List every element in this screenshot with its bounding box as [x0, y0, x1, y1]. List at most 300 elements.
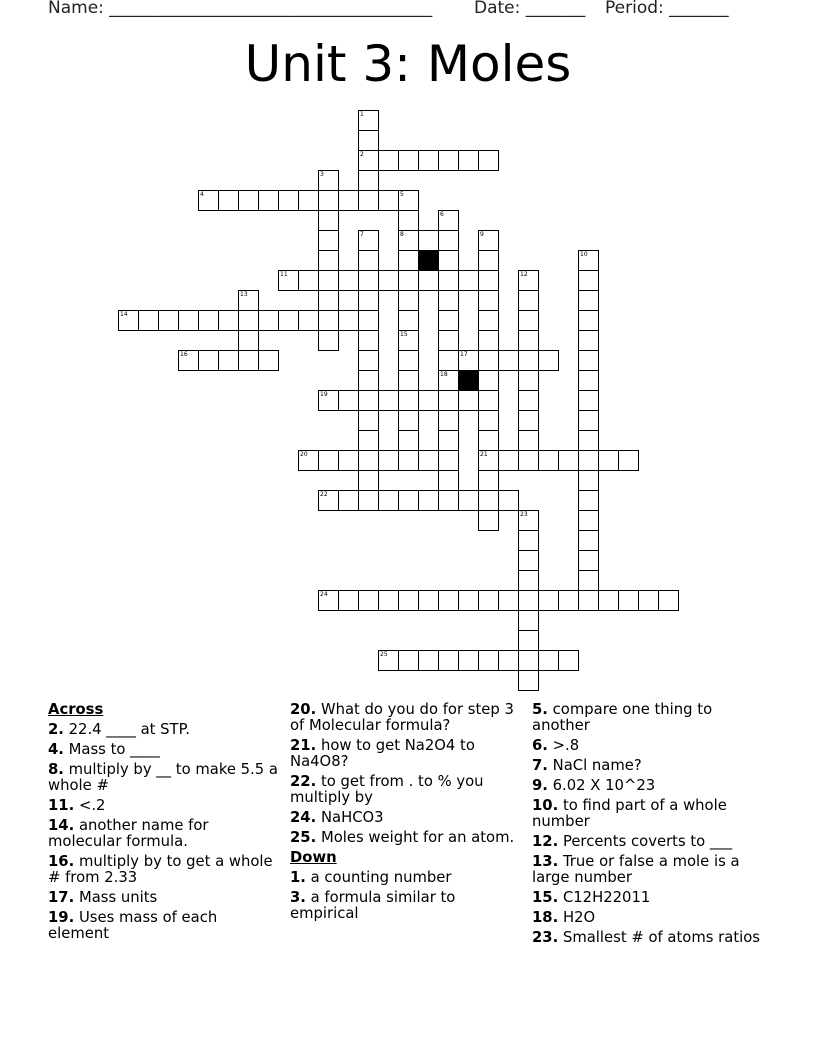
crossword-cell[interactable]: [398, 450, 419, 471]
clue-text: compare one thing to another: [532, 701, 713, 734]
clue-text: Uses mass of each element: [48, 909, 218, 942]
crossword-cell[interactable]: [438, 250, 459, 271]
crossword-cell[interactable]: [518, 570, 539, 591]
cell-number: 3: [320, 171, 324, 178]
clue-text: Moles weight for an atom.: [320, 829, 515, 846]
crossword-cell[interactable]: [518, 350, 539, 371]
cell-number: 20: [300, 451, 308, 458]
clue-item: [532, 738, 772, 754]
clue-item: [532, 702, 772, 734]
crossword-cell[interactable]: [518, 610, 539, 631]
crossword-cell[interactable]: [578, 250, 599, 271]
crossword-cell[interactable]: [398, 390, 419, 411]
crossword-cell[interactable]: [358, 470, 379, 491]
cell-number: 4: [200, 191, 204, 198]
crossword-cell[interactable]: [398, 330, 419, 351]
clue-text: another name for molecular formula.: [48, 817, 209, 850]
clue-item: [48, 818, 280, 850]
crossword-cell[interactable]: [258, 190, 279, 211]
crossword-cell[interactable]: [518, 330, 539, 351]
cell-number: 16: [180, 351, 188, 358]
crossword-cell[interactable]: [418, 150, 439, 171]
crossword-cell[interactable]: [358, 190, 379, 211]
crossword-cell[interactable]: [518, 450, 539, 471]
crossword-cell[interactable]: [338, 450, 359, 471]
crossword-cell[interactable]: [398, 430, 419, 451]
crossword-cell[interactable]: [358, 310, 379, 331]
cell-number: 25: [380, 651, 388, 658]
crossword-cell[interactable]: [518, 390, 539, 411]
clue-number: 7.: [532, 757, 548, 774]
crossword-cell[interactable]: [318, 390, 339, 411]
crossword-cell[interactable]: [418, 230, 439, 251]
crossword-cell[interactable]: [398, 190, 419, 211]
crossword-cell[interactable]: [338, 270, 359, 291]
crossword-cell[interactable]: [238, 290, 259, 311]
cell-number: 13: [240, 291, 248, 298]
crossword-cell[interactable]: [578, 550, 599, 571]
crossword-cell[interactable]: [438, 590, 459, 611]
crossword-cell[interactable]: [298, 270, 319, 291]
cell-number: 7: [360, 231, 364, 238]
cell-number: 10: [580, 251, 588, 258]
crossword-cell[interactable]: [578, 530, 599, 551]
crossword-cell[interactable]: [478, 330, 499, 351]
cell-number: 15: [400, 331, 408, 338]
cell-number: 6: [440, 211, 444, 218]
clue-item: [532, 798, 772, 830]
crossword-cell[interactable]: [198, 190, 219, 211]
crossword-cell[interactable]: [318, 190, 339, 211]
crossword-cell[interactable]: [458, 270, 479, 291]
crossword-cell[interactable]: [438, 350, 459, 371]
clue-item: [290, 890, 526, 922]
crossword-cell[interactable]: [598, 590, 619, 611]
clue-number: 23.: [532, 929, 559, 946]
clue-text: multiply by to get a whole # from 2.33: [48, 853, 273, 886]
crossword-cell[interactable]: [138, 310, 159, 331]
crossword-cell[interactable]: [438, 210, 459, 231]
crossword-cell[interactable]: [518, 370, 539, 391]
crossword-cell[interactable]: [498, 590, 519, 611]
name-field: Name: ______________________________________: [48, 0, 433, 18]
crossword-cell[interactable]: [258, 350, 279, 371]
crossword-cell[interactable]: [438, 490, 459, 511]
crossword-cell[interactable]: [358, 490, 379, 511]
crossword-cell[interactable]: [318, 170, 339, 191]
clue-item: [48, 722, 280, 738]
crossword-cell[interactable]: [578, 410, 599, 431]
crossword-cell[interactable]: [278, 310, 299, 331]
crossword-cell[interactable]: [518, 630, 539, 651]
crossword-cell[interactable]: [518, 510, 539, 531]
crossword-cell[interactable]: [438, 430, 459, 451]
crossword-cell[interactable]: [398, 270, 419, 291]
crossword-cell[interactable]: [318, 330, 339, 351]
clue-item: [532, 758, 772, 774]
crossword-cell[interactable]: [398, 150, 419, 171]
clue-text: to find part of a whole number: [532, 797, 727, 830]
clue-number: 15.: [532, 889, 559, 906]
crossword-cell[interactable]: [518, 270, 539, 291]
crossword-cell[interactable]: [218, 350, 239, 371]
crossword-cell[interactable]: [478, 250, 499, 271]
crossword-cell[interactable]: [518, 650, 539, 671]
crossword-cell[interactable]: [478, 370, 499, 391]
crossword-cell[interactable]: [478, 450, 499, 471]
crossword-cell[interactable]: [358, 110, 379, 131]
crossword-cell[interactable]: [538, 350, 559, 371]
clue-text: NaCl name?: [552, 757, 642, 774]
crossword-cell[interactable]: [398, 590, 419, 611]
crossword-cell[interactable]: [618, 450, 639, 471]
page-title: Unit 3: Moles: [244, 35, 572, 93]
crossword-cell[interactable]: [318, 590, 339, 611]
crossword-cell[interactable]: [498, 350, 519, 371]
clue-number: 10.: [532, 797, 559, 814]
crossword-cell[interactable]: [438, 390, 459, 411]
cell-number: 17: [460, 351, 468, 358]
crossword-cell[interactable]: [438, 230, 459, 251]
crossword-cell[interactable]: [438, 150, 459, 171]
crossword-cell[interactable]: [478, 290, 499, 311]
clue-item: [48, 742, 280, 758]
crossword-cell[interactable]: [658, 590, 679, 611]
crossword-cell[interactable]: [378, 590, 399, 611]
down-heading: Down: [290, 849, 337, 866]
crossword-cell[interactable]: [478, 430, 499, 451]
crossword-cell[interactable]: [398, 650, 419, 671]
crossword-cell[interactable]: [358, 370, 379, 391]
clue-text: a counting number: [310, 869, 452, 886]
crossword-cell[interactable]: [318, 290, 339, 311]
crossword-cell[interactable]: [438, 410, 459, 431]
crossword-cell[interactable]: [298, 190, 319, 211]
crossword-cell[interactable]: [538, 450, 559, 471]
crossword-cell[interactable]: [398, 290, 419, 311]
clue-text: <.2: [78, 797, 106, 814]
crossword-cell[interactable]: [358, 230, 379, 251]
clue-item: [290, 870, 526, 886]
crossword-cell[interactable]: [338, 590, 359, 611]
crossword-cell[interactable]: [358, 130, 379, 151]
crossword-cell[interactable]: [438, 370, 459, 391]
clue-item: [290, 738, 526, 770]
crossword-cell[interactable]: [358, 330, 379, 351]
crossword-cell[interactable]: [458, 150, 479, 171]
clue-text: >.8: [552, 737, 580, 754]
crossword-cell[interactable]: [598, 450, 619, 471]
crossword-cell[interactable]: [198, 310, 219, 331]
clue-number: 17.: [48, 889, 75, 906]
crossword-cell[interactable]: [318, 250, 339, 271]
crossword-cell[interactable]: [318, 310, 339, 331]
crossword-cell[interactable]: [498, 650, 519, 671]
crossword-cell[interactable]: [578, 350, 599, 371]
crossword-cell[interactable]: [478, 590, 499, 611]
clue-number: 14.: [48, 817, 75, 834]
clue-item: [532, 854, 772, 886]
clue-number: 3.: [290, 889, 306, 906]
crossword-cell[interactable]: [578, 430, 599, 451]
crossword-cell[interactable]: [478, 310, 499, 331]
clue-item: [48, 798, 280, 814]
clue-text: 22.4 ____ at STP.: [68, 721, 190, 738]
crossword-cell[interactable]: [398, 230, 419, 251]
crossword-cell[interactable]: [358, 250, 379, 271]
crossword-cell[interactable]: [478, 410, 499, 431]
crossword-cell[interactable]: [478, 390, 499, 411]
cell-number: 24: [320, 591, 328, 598]
crossword-cell[interactable]: [478, 350, 499, 371]
crossword-cell[interactable]: [478, 470, 499, 491]
crossword-cell[interactable]: [578, 310, 599, 331]
crossword-cell[interactable]: [358, 150, 379, 171]
crossword-cell[interactable]: [438, 650, 459, 671]
crossword-cell[interactable]: [318, 210, 339, 231]
crossword-cell[interactable]: [438, 310, 459, 331]
crossword-cell[interactable]: [458, 350, 479, 371]
period-field: Period: _______: [605, 0, 729, 18]
crossword-cell[interactable]: [398, 350, 419, 371]
crossword-cell[interactable]: [438, 450, 459, 471]
crossword-cell[interactable]: [458, 650, 479, 671]
across-heading: Across: [48, 701, 104, 718]
crossword-cell[interactable]: [218, 190, 239, 211]
crossword-cell[interactable]: [478, 270, 499, 291]
cell-number: 23: [520, 511, 528, 518]
crossword-cell[interactable]: [418, 390, 439, 411]
crossword-cell[interactable]: [158, 310, 179, 331]
crossword-cell[interactable]: [278, 190, 299, 211]
cell-number: 11: [280, 271, 288, 278]
crossword-cell[interactable]: [398, 490, 419, 511]
crossword-cell[interactable]: [458, 390, 479, 411]
crossword-cell[interactable]: [438, 470, 459, 491]
crossword-cell[interactable]: [378, 450, 399, 471]
date-field: Date: _______: [474, 0, 586, 18]
black-cell: [418, 250, 439, 271]
crossword-cell[interactable]: [318, 230, 339, 251]
crossword-cell[interactable]: [358, 390, 379, 411]
crossword-cell[interactable]: [518, 310, 539, 331]
crossword-cell[interactable]: [318, 450, 339, 471]
crossword-cell[interactable]: [378, 650, 399, 671]
clue-item: [290, 774, 526, 806]
crossword-cell[interactable]: [478, 490, 499, 511]
clue-item: [532, 890, 772, 906]
crossword-cell[interactable]: [378, 190, 399, 211]
crossword-cell[interactable]: [378, 150, 399, 171]
cell-number: 9: [480, 231, 484, 238]
crossword-cell[interactable]: [238, 190, 259, 211]
crossword-cell[interactable]: [578, 450, 599, 471]
crossword-cell[interactable]: [338, 310, 359, 331]
crossword-cell[interactable]: [378, 270, 399, 291]
clue-number: 13.: [532, 853, 559, 870]
crossword-cell[interactable]: [578, 570, 599, 591]
clue-number: 9.: [532, 777, 548, 794]
clues-column-2: [290, 702, 526, 926]
clue-number: 12.: [532, 833, 559, 850]
clue-text: multiply by __ to make 5.5 a whole #: [48, 761, 278, 794]
cell-number: 2: [360, 151, 364, 158]
crossword-cell[interactable]: [498, 490, 519, 511]
crossword-cell[interactable]: [518, 290, 539, 311]
crossword-cell[interactable]: [458, 490, 479, 511]
clue-text: H2O: [562, 909, 596, 926]
crossword-cell[interactable]: [338, 390, 359, 411]
clue-text: Mass to ____: [68, 741, 160, 758]
clues-column-3: [532, 702, 772, 950]
crossword-cell[interactable]: [238, 330, 259, 351]
crossword-cell[interactable]: [578, 290, 599, 311]
crossword-cell[interactable]: [418, 450, 439, 471]
crossword-cell[interactable]: [618, 590, 639, 611]
crossword-cell[interactable]: [358, 590, 379, 611]
clue-item: [532, 778, 772, 794]
crossword-cell[interactable]: [518, 430, 539, 451]
crossword-cell[interactable]: [398, 410, 419, 431]
crossword-cell[interactable]: [358, 450, 379, 471]
crossword-cell[interactable]: [498, 450, 519, 471]
crossword-cell[interactable]: [458, 590, 479, 611]
crossword-cell[interactable]: [358, 430, 379, 451]
clue-text: Smallest # of atoms ratios: [562, 929, 760, 946]
crossword-cell[interactable]: [538, 650, 559, 671]
crossword-cell[interactable]: [278, 270, 299, 291]
clue-text: how to get Na2O4 to Na4O8?: [290, 737, 475, 770]
clue-item: [48, 910, 280, 942]
crossword-cell[interactable]: [538, 590, 559, 611]
cell-number: 5: [400, 191, 404, 198]
crossword-cell[interactable]: [398, 310, 419, 331]
crossword-cell[interactable]: [358, 350, 379, 371]
clue-number: 21.: [290, 737, 317, 754]
crossword-cell[interactable]: [578, 370, 599, 391]
crossword-cell[interactable]: [418, 490, 439, 511]
clue-item: [290, 702, 526, 734]
crossword-cell[interactable]: [558, 590, 579, 611]
crossword-cell[interactable]: [178, 350, 199, 371]
clue-number: 5.: [532, 701, 548, 718]
crossword-cell[interactable]: [558, 650, 579, 671]
cell-number: 8: [400, 231, 404, 238]
clue-number: 25.: [290, 829, 317, 846]
crossword-cell[interactable]: [438, 290, 459, 311]
clue-text: Mass units: [78, 889, 158, 906]
crossword-cell[interactable]: [118, 310, 139, 331]
crossword-cell[interactable]: [358, 290, 379, 311]
crossword-cell[interactable]: [178, 310, 199, 331]
crossword-cell[interactable]: [478, 150, 499, 171]
clue-number: 19.: [48, 909, 75, 926]
crossword-cell[interactable]: [438, 270, 459, 291]
crossword-cell[interactable]: [478, 510, 499, 531]
crossword-cell[interactable]: [358, 170, 379, 191]
black-cell: [458, 370, 479, 391]
clue-number: 20.: [290, 701, 317, 718]
crossword-cell[interactable]: [398, 370, 419, 391]
crossword-cell[interactable]: [218, 310, 239, 331]
clue-number: 24.: [290, 809, 317, 826]
crossword-cell[interactable]: [198, 350, 219, 371]
clue-item: [48, 890, 280, 906]
crossword-cell[interactable]: [318, 490, 339, 511]
crossword-cell[interactable]: [358, 410, 379, 431]
clue-text: Percents coverts to ___: [562, 833, 733, 850]
clue-item: [532, 930, 772, 946]
crossword-cell[interactable]: [418, 650, 439, 671]
clue-text: What do you do for step 3 of Molecular formula?: [290, 701, 514, 734]
crossword-cell[interactable]: [338, 490, 359, 511]
crossword-cell[interactable]: [358, 270, 379, 291]
clue-text: NaHCO3: [320, 809, 384, 826]
crossword-cell[interactable]: [558, 450, 579, 471]
crossword-cell[interactable]: [518, 550, 539, 571]
clue-number: 4.: [48, 741, 64, 758]
crossword-cell[interactable]: [418, 590, 439, 611]
crossword-cell[interactable]: [518, 590, 539, 611]
crossword-cell[interactable]: [578, 270, 599, 291]
clue-item: [48, 854, 280, 886]
clues-column-1: [48, 702, 280, 946]
crossword-cell[interactable]: [378, 390, 399, 411]
crossword-cell[interactable]: [398, 250, 419, 271]
crossword-cell[interactable]: [238, 350, 259, 371]
crossword-cell[interactable]: [318, 270, 339, 291]
crossword-cell[interactable]: [578, 390, 599, 411]
crossword-cell[interactable]: [578, 470, 599, 491]
cell-number: 1: [360, 111, 364, 118]
crossword-cell[interactable]: [518, 410, 539, 431]
cell-number: 18: [440, 371, 448, 378]
clue-number: 8.: [48, 761, 64, 778]
crossword-cell[interactable]: [478, 650, 499, 671]
clue-text: C12H22011: [562, 889, 651, 906]
crossword-cell[interactable]: [578, 510, 599, 531]
crossword-cell[interactable]: [378, 490, 399, 511]
crossword-cell[interactable]: [578, 490, 599, 511]
clue-number: 1.: [290, 869, 306, 886]
crossword-cell[interactable]: [298, 310, 319, 331]
crossword-cell[interactable]: [578, 330, 599, 351]
clue-item: [290, 830, 526, 846]
clue-text: 6.02 X 10^23: [552, 777, 656, 794]
cell-number: 21: [480, 451, 488, 458]
crossword-cell[interactable]: [258, 310, 279, 331]
crossword-cell[interactable]: [438, 330, 459, 351]
crossword-cell[interactable]: [398, 210, 419, 231]
crossword-cell[interactable]: [518, 530, 539, 551]
clue-number: 16.: [48, 853, 75, 870]
crossword-cell[interactable]: [478, 230, 499, 251]
clue-item: [290, 810, 526, 826]
clue-item: [532, 910, 772, 926]
crossword-cell[interactable]: [338, 190, 359, 211]
crossword-cell[interactable]: [638, 590, 659, 611]
crossword-cell[interactable]: [238, 310, 259, 331]
clue-number: 11.: [48, 797, 75, 814]
crossword-cell[interactable]: [418, 270, 439, 291]
crossword-cell[interactable]: [518, 670, 539, 691]
crossword-cell[interactable]: [298, 450, 319, 471]
cell-number: 22: [320, 491, 328, 498]
clue-number: 22.: [290, 773, 317, 790]
cell-number: 19: [320, 391, 328, 398]
clue-text: True or false a mole is a large number: [532, 853, 740, 886]
crossword-cell[interactable]: [578, 590, 599, 611]
